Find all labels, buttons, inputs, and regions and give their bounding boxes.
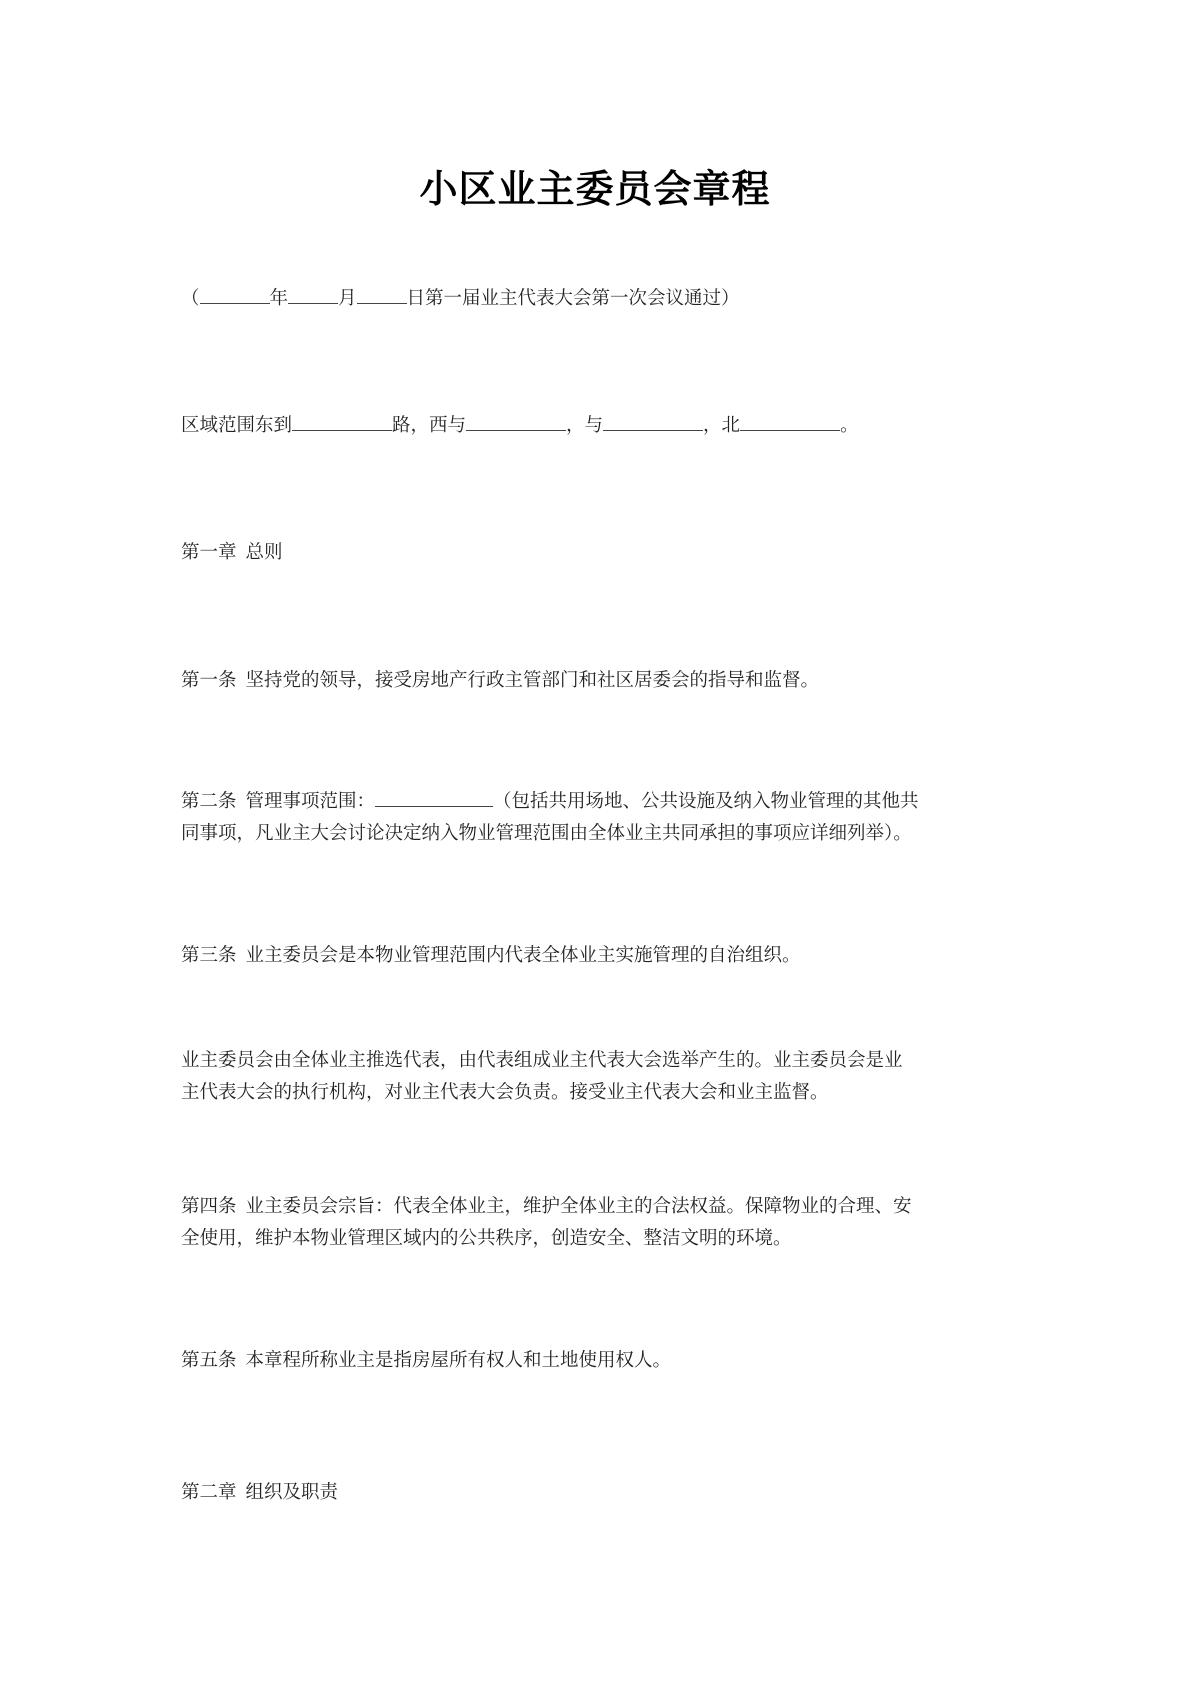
article-5 <box>181 1345 1021 1377</box>
article-number: 第二条 <box>181 791 237 812</box>
article-text: 业主委员会是本物业管理范围内代表全体业主实施管理的自治组织。 <box>245 945 801 966</box>
region-prefix: 区域范围东到 <box>181 415 293 436</box>
chapter-title: 总则 <box>245 542 283 563</box>
article-text: 全使用，维护本物业管理区域内的公共秩序，创造安全、整洁文明的环境。 <box>181 1228 792 1249</box>
article-number: 第四条 <box>181 1196 237 1217</box>
year-blank <box>200 285 270 304</box>
day-blank <box>357 285 407 304</box>
north-label: ，北 <box>703 415 741 436</box>
article-4-line-2 <box>181 1223 1021 1255</box>
article-2-line-1 <box>181 786 1021 818</box>
east-blank <box>292 412 392 431</box>
article-number: 第三条 <box>181 945 237 966</box>
open-paren: （ <box>181 288 200 309</box>
article-2-line-2 <box>181 818 1021 850</box>
article-1 <box>181 665 1021 697</box>
adoption-line <box>181 283 1021 315</box>
article-text: （包括共用场地、公共设施及纳入物业管理的其他共 <box>493 791 919 812</box>
article-3-paragraph-line-2 <box>181 1077 1021 1109</box>
article-number: 第五条 <box>181 1350 237 1371</box>
article-text: 业主委员会宗旨：代表全体业主，维护全体业主的合法权益。保障物业的合理、安 <box>245 1196 912 1217</box>
month-label: 月 <box>338 288 357 309</box>
article-text: 同事项，凡业主大会讨论决定纳入物业管理范围由全体业主共同承担的事项应详细列举）。 <box>181 823 912 844</box>
north-blank <box>740 412 840 431</box>
article-3 <box>181 940 1021 972</box>
chapter-title: 组织及职责 <box>245 1482 339 1503</box>
west-blank <box>466 412 566 431</box>
scope-blank <box>375 788 493 807</box>
document-title: 小区业主委员会章程 <box>419 166 771 211</box>
paragraph-text: 主代表大会的执行机构，对业主代表大会负责。接受业主代表大会和业主监督。 <box>181 1082 829 1103</box>
article-text: 本章程所称业主是指房屋所有权人和土地使用权人。 <box>245 1350 672 1371</box>
chapter-2-heading <box>181 1477 1021 1509</box>
chapter-1-heading <box>181 537 1021 569</box>
paragraph-text: 业主委员会由全体业主推选代表，由代表组成业主代表大会选举产生的。业主委员会是业 <box>181 1050 903 1071</box>
with-label: ，与 <box>566 415 604 436</box>
region-line <box>181 410 1021 442</box>
chapter-number: 第一章 <box>181 542 237 563</box>
month-blank <box>288 285 338 304</box>
region-end: 。 <box>840 415 859 436</box>
chapter-number: 第二章 <box>181 1482 237 1503</box>
article-number: 第一条 <box>181 670 237 691</box>
road-label: 路，西与 <box>392 415 467 436</box>
article-label: 管理事项范围： <box>245 791 376 812</box>
article-text: 坚持党的领导，接受房地产行政主管部门和社区居委会的指导和监督。 <box>245 670 820 691</box>
adoption-text: 日第一届业主代表大会第一次会议通过） <box>406 288 740 309</box>
south-blank <box>603 412 703 431</box>
article-3-paragraph-line-1 <box>181 1045 1021 1077</box>
article-4-line-1 <box>181 1191 1021 1223</box>
year-label: 年 <box>269 288 289 309</box>
